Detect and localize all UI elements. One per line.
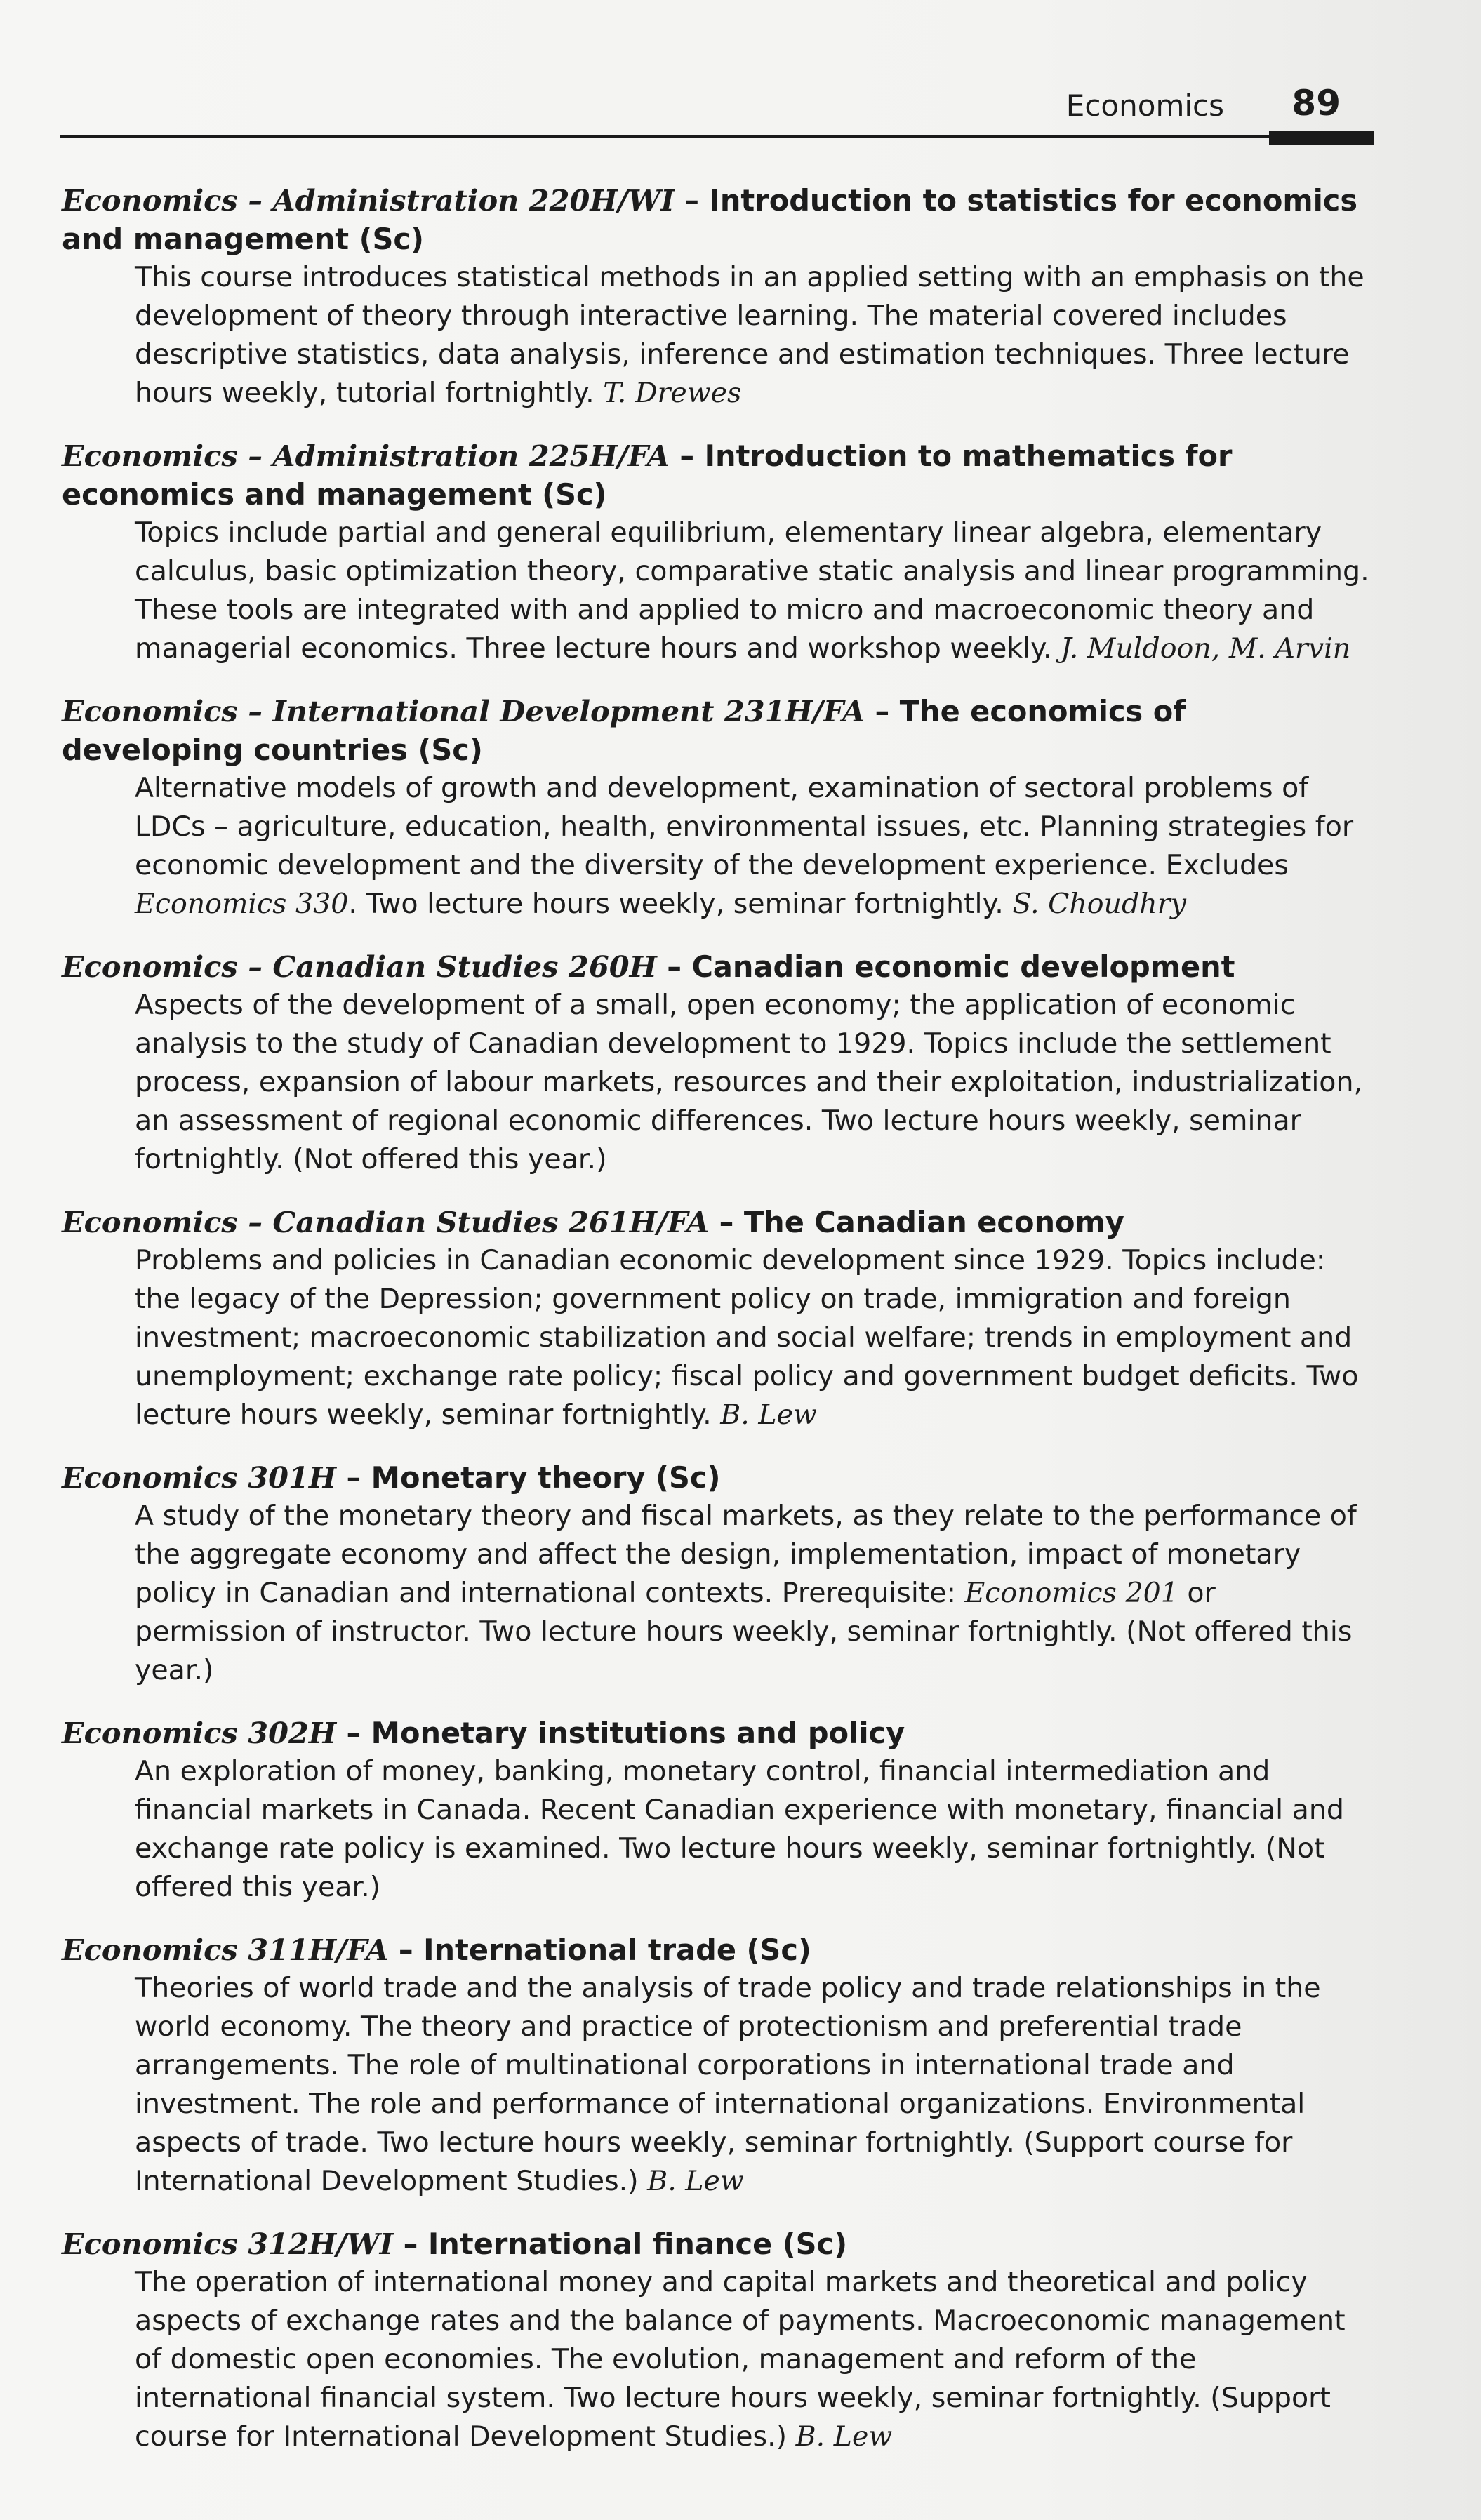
instructor: T. Drewes (603, 377, 742, 409)
course-title: – Monetary institutions and policy (336, 1716, 905, 1750)
description-text: A study of the monetary theory and fiscal markets, as they relate to the performance of the aggregate economy and affect the design, implementation, impact of monetary policy in Canadian and international contexts. Prerequisite: (135, 1500, 1357, 1609)
course-heading (62, 181, 1374, 258)
description-text: Topics include partial and general equilibrium, elementary linear algebra, elementary calculus, basic optimization theory, comparative static analysis and linear programming. These tools are integrated with and applied to micro and macroeconomic theory and managerial economics. Three lecture hours and workshop weekly. (135, 516, 1369, 665)
description-text: Problems and policies in Canadian economic development since 1929. Topics include: the legacy of the Depression; government policy on trade, immigration and foreign investment; macroeconomic stabilization and social welfare; trends in employment and unemployment; exchange rate policy; fiscal policy and government budget deficits. Two lecture hours weekly, seminar fortnightly. (135, 1244, 1359, 1431)
course-title: – Monetary theory (Sc) (336, 1460, 721, 1495)
course-code: Economics – Canadian Studies 261H/FA (62, 1205, 710, 1239)
course-description (135, 1969, 1374, 2201)
course-code: Economics – Canadian Studies 260H (62, 949, 657, 984)
course-list (62, 181, 1374, 2480)
course-entry (62, 692, 1374, 924)
course-title: – International finance (Sc) (393, 2227, 848, 2261)
course-code: Economics 301H (62, 1460, 337, 1495)
description-text: This course introduces statistical methods in an applied setting with an emphasis on the development of theory through interactive learning. The material covered includes descriptive statistics, data analysis, inference and estimation techniques. Three lecture hours weekly, tutorial fortnightly. (135, 261, 1364, 409)
description-text-after: . Two lecture hours weekly, seminar fortnightly. (348, 888, 1013, 920)
course-title: – The economics of developing countries (Sc) (62, 694, 1186, 767)
course-entry (62, 1714, 1374, 1907)
description-text-after: or permission of instructor. Two lecture hours weekly, seminar fortnightly. (Not offered this year.) (135, 1577, 1353, 1686)
course-entry (62, 181, 1374, 413)
course-heading (62, 1458, 1374, 1497)
course-heading (62, 1203, 1374, 1241)
course-title: – The Canadian economy (709, 1205, 1124, 1239)
section-title: Economics (1065, 88, 1224, 123)
course-heading (62, 436, 1374, 514)
course-description (135, 258, 1374, 413)
course-description (135, 986, 1374, 1179)
description-text: An exploration of money, banking, monetary control, financial intermediation and financial markets in Canada. Recent Canadian experience with monetary, financial and exchange rate policy is examined. Two lecture hours weekly, seminar fortnightly. (Not offered this year.) (135, 1755, 1344, 1903)
course-entry (62, 436, 1374, 668)
course-heading (62, 692, 1374, 769)
page-header (60, 76, 1374, 153)
course-description (135, 1497, 1374, 1690)
course-heading (62, 947, 1374, 986)
course-code: Economics 302H (62, 1716, 337, 1750)
course-description (135, 514, 1374, 668)
course-code: Economics – International Development 231H/FA (62, 694, 865, 728)
header-tab-marker (1269, 131, 1374, 145)
course-description (135, 1241, 1374, 1434)
course-code: Economics – Administration 225H/FA (62, 439, 670, 473)
description-text: Alternative models of growth and development, examination of sectoral problems of LDCs – agriculture, education, health, environmental issues, etc. Planning strategies for economic development and the diversity of the development experience. Excludes (135, 772, 1354, 881)
instructor: S. Choudhry (1012, 888, 1186, 920)
course-description (135, 1752, 1374, 1907)
course-code: Economics 312H/WI (62, 2227, 394, 2261)
course-title: – Introduction to mathematics for economics and management (Sc) (62, 439, 1233, 512)
course-description (135, 2263, 1374, 2456)
page-number: 89 (1291, 83, 1341, 124)
course-code: Economics 311H/FA (62, 1933, 389, 1967)
excluded-course-ref: Economics 330 (135, 888, 349, 920)
course-heading (62, 2225, 1374, 2263)
description-text: Theories of world trade and the analysis of trade policy and trade relationships in the world economy. The theory and practice of protectionism and preferential trade arrangements. The role of multinational corporations in international trade and investment. The role and performance of international organizations. Environmental aspects of trade. Two lecture hours weekly, seminar fortnightly. (Support course for International Development Studies.) (135, 1972, 1321, 2197)
instructor: B. Lew (647, 2165, 744, 2197)
course-heading (62, 1714, 1374, 1752)
header-rule (60, 135, 1374, 138)
description-text: Aspects of the development of a small, open economy; the application of economic analysis to the study of Canadian development to 1929. Topics include the settlement process, expansion of labour markets, resources and their exploitation, industrialization, an assessment of regional economic differences. Two lecture hours weekly, seminar fortnightly. (Not offered this year.) (135, 989, 1363, 1175)
instructor: J. Muldoon, M. Arvin (1061, 632, 1351, 665)
course-title: – International trade (Sc) (388, 1933, 811, 1967)
course-title: – Introduction to statistics for economics and management (Sc) (62, 183, 1358, 256)
course-entry (62, 1931, 1374, 2201)
course-code: Economics – Administration 220H/WI (62, 183, 675, 218)
course-entry (62, 2225, 1374, 2456)
course-title: – Canadian economic development (656, 949, 1235, 984)
instructor: B. Lew (795, 2420, 893, 2453)
course-heading (62, 1931, 1374, 1969)
course-entry (62, 1458, 1374, 1690)
instructor: B. Lew (720, 1399, 817, 1431)
description-text: The operation of international money and capital markets and theoretical and policy aspects of exchange rates and the balance of payments. Macroeconomic management of domestic open economies. The evolution, management and reform of the international financial system. Two lecture hours weekly, seminar fortnightly. (Support course for International Development Studies.) (135, 2266, 1346, 2453)
course-entry (62, 1203, 1374, 1434)
course-description (135, 769, 1374, 924)
prerequisite-course-ref: Economics 201 (964, 1577, 1178, 1609)
course-entry (62, 947, 1374, 1179)
